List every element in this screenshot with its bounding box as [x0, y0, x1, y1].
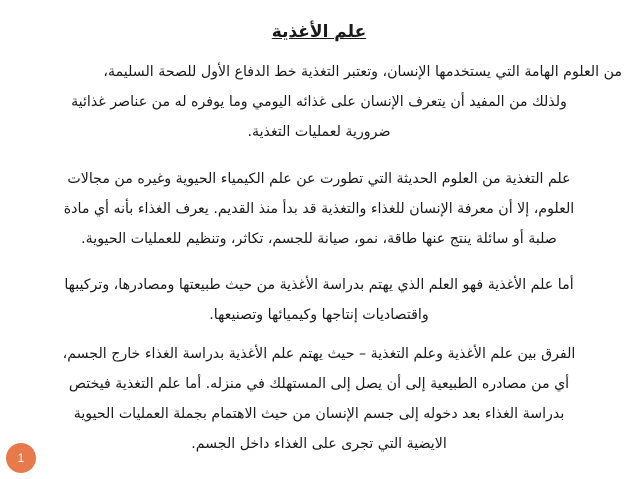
paragraph-line: علم التغذية من العلوم الحديثة التي تطورت عن علم الكيمياء الحيوية وغيره من مجالات — [67, 171, 571, 187]
paragraph-line: من العلوم الهامة التي يستخدمها الإنسان، وتعتبر التغذية خط الدفاع الأول للصحة السليمة، — [103, 64, 622, 80]
paragraph-line: صلبة أو سائلة ينتج عنها طاقة، نمو، صيانة للجسم، تكاثر، وتنظيم للعمليات الحيوية. — [81, 231, 557, 247]
paragraph-line: أما علم الأغذية فهو العلم الذي يهتم بدراسة الأغذية من حيث طبيعتها ومصادرها، وتركيبها — [64, 277, 574, 293]
paragraph-line: ضرورية لعمليات التغذية. — [247, 124, 391, 140]
paragraph-line: الايضية التي تجرى على الغذاء داخل الجسم. — [191, 436, 447, 452]
page-number-badge: 1 — [6, 443, 36, 473]
paragraph-line: الفرق بين علم الأغذية وعلم التغذية – حيث يهتم علم الأغذية بدراسة الغذاء خارج الجسم، — [62, 346, 576, 362]
paragraph-line: ولذلك من المفيد أن يتعرف الإنسان على غذائه اليومي وما يوفره له من عناصر غذائية — [71, 94, 567, 110]
paragraph-line: العلوم، إلا أن معرفة الإنسان للغذاء والتغذية قد بدأ منذ القديم. يعرف الغذاء بأنه أي مادة — [63, 201, 575, 217]
paragraph-intro — [16, 57, 622, 147]
paragraph-difference — [16, 339, 622, 459]
page-title: علم الأغذية — [271, 22, 367, 42]
paragraph-line: بدراسة الغذاء بعد دخوله إلى جسم الإنسان من حيث الاهتمام بجملة العمليات الحيوية — [73, 406, 565, 422]
paragraph-line: أي من مصادره الطبيعية إلى أن يصل إلى المستهلك في منزله. أما علم التغذية فيختص — [68, 376, 570, 392]
paragraph-food-science — [16, 270, 622, 330]
paragraph-line: واقتصاديات إنتاجها وكيميائها وتصنيعها. — [209, 307, 429, 323]
paragraph-nutrition-science — [16, 164, 622, 254]
